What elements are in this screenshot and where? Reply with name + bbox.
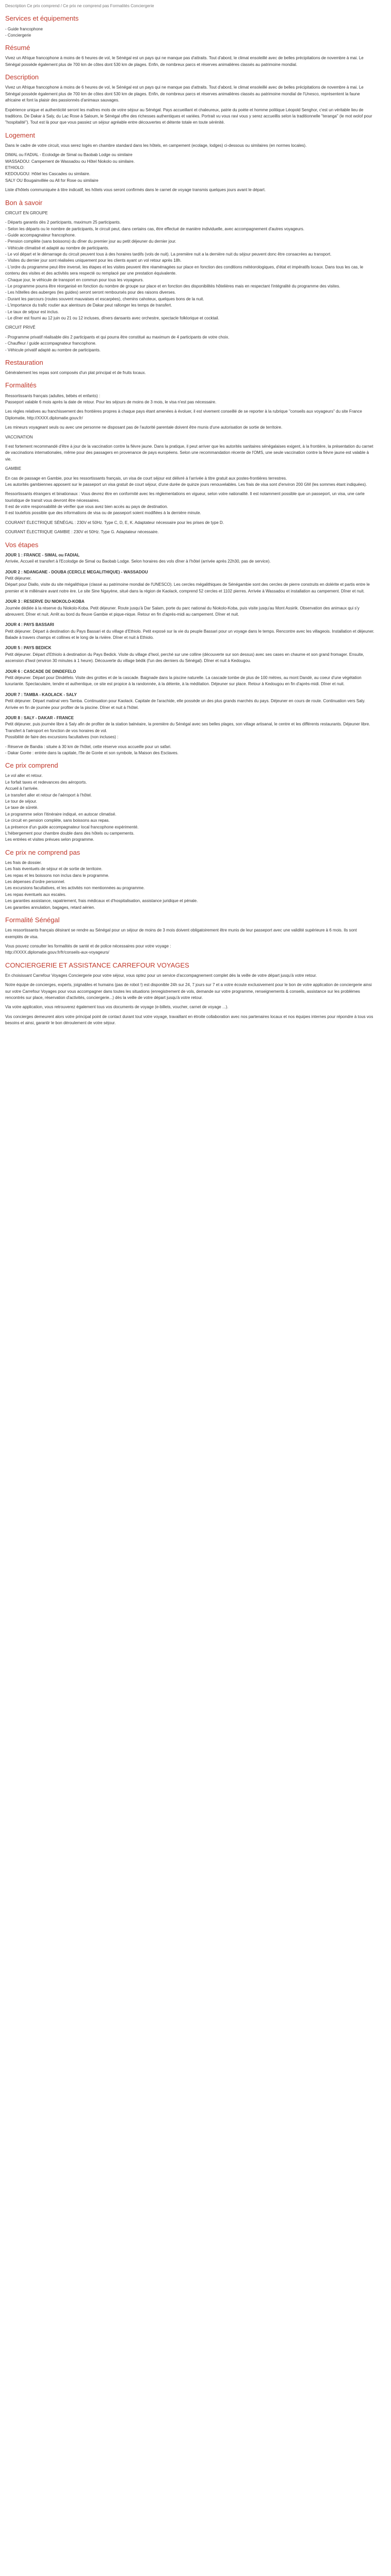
restauration-title: Restauration — [5, 358, 43, 366]
prix-ne-comprend-list — [5, 860, 376, 911]
services-title: Services et équipements — [5, 14, 79, 23]
circuit-groupe-subtitle: CIRCUIT EN GROUPE — [5, 210, 48, 215]
day-title: JOUR 4 : PAYS BASSARI — [5, 622, 54, 628]
paragraph: Ressortissants français (adultes, bébés et enfants) : Passeport valable 6 mois après la date de retour. Pour les séjours de moins de 3 mois, le visa n'est pas nécessaire. — [5, 393, 217, 404]
list-item: - L'importance du trafic routier aux alentours de Dakar peut rallonger les temps de transfert. — [5, 302, 376, 309]
resume-text: Vivez un Afrique francophone à moins de 6 heures de vol, le Sénégal est un pays qui ne manque pas d'attraits. Tout d'abord, le climat ensoleillé avec de belles précipitations de novembre à mai. Le Sénégal possède également plus de 700 km de côtes dont 530 km de plages. Enfin, de nombreux parcs et réserves animalières classés au patrimoine mondial. — [5, 56, 364, 67]
list-item: - Pension complète (sans boissons) du dîner du premier jour au petit déjeuner du dernier jour. — [5, 239, 376, 245]
list-item: - Programme privatif réalisable dès 2 participants et qui pourra être constitué au maximum de 4 participants de votre choix. — [5, 334, 376, 341]
day-text: Petit déjeuner, puis journée libre à Saly afin de profiter de la station balnéaire, la première du Sénégal avec ses belles plages, son village artisanal, le centre et les différents restaurants. Déjeuner libre. Transfert à l'aéroport en fonction de vos horaires de vol. Possibilité de faire des excursions facultatives (non incluses) : — [5, 722, 370, 740]
paragraph: Expérience unique et authenticité seront les maîtres mots de votre séjour au Sénégal. Pays accueillant et chaleureux, patrie du poète et homme politique Léopold Senghor, c'est un véritable lieu de traditions. De Dakar à Saly, du Lac Rose à Saloum, le Sénégal offre des richesses authentiques et variées. Portrait vu vous ravi vous y serez accueillis selon la traditionnelle "teranga" (le mot wolof pour "hospitalité"). Tout est là pour que vous passiez un séjour agréable entre découvertes et détente totale en toute sérénité. — [5, 107, 372, 125]
prix-comprend-title: Ce prix comprend — [5, 761, 58, 770]
day-item — [5, 715, 376, 756]
paragraph: En cas de passage en Gambie, pour les ressortissants français, un visa de court séjour est délivré à l'arrivée à titre gratuit aux postes-frontières terrestres. Les autorités gambiennes apposent sur le passeport un visa gratuit de court séjour, d'une durée de quinze jours renouvelables. Les frais de visa sont d'environ 200 GM (les sommes étant indiquées). — [5, 476, 367, 487]
day-title: JOUR 5 : PAYS BEDICK — [5, 646, 52, 651]
bon-savoir-title: Bon à savoir — [5, 198, 43, 207]
paragraph: VACCINATION — [5, 434, 33, 439]
prix-ne-comprend-title: Ce prix ne comprend pas — [5, 848, 80, 856]
paragraph: COURANT ÉLECTRIQUE SÉNÉGAL : 230V et 50Hz. Type C, D, E, K. Adaptateur nécessaire pour les prises de type D. — [5, 520, 224, 525]
list-item: Les garanties annulation, bagages, retard aérien. — [5, 905, 95, 910]
description-body — [5, 84, 376, 126]
day-item — [5, 692, 376, 711]
day-title: JOUR 7 : TAMBA - KAOLACK - SALY — [5, 692, 77, 697]
day-item — [5, 552, 376, 565]
list-item: - Départs garantis dès 2 participants, maximum 25 participants. — [5, 219, 376, 226]
day-text: Petit déjeuner. Départ matinal vers Tamba. Continuation pour Kaolack. Capitale de l'arachide, elle possède un des plus grands marchés du pays. Déjeuner en cours de route. Continuation vers Saly. Arrivée en fin de journée pour profiter de la piscine. Dîner et nuit à l'hôtel. — [5, 699, 366, 710]
list-item: - L'ordre du programme peut être inversé, les étapes et les visites peuvent être réaménagées sur place en fonction des conditions météorologiques, d'état et impératifs locaux. Dans tous les cas, le contenu des visites et des activités sera respecté ou remplacé par une prestation équivalente. — [5, 264, 376, 277]
prix-comprend-list — [5, 773, 376, 843]
list-item: - Véhicule climatisé et adapté au nombre de participants. — [5, 245, 376, 251]
list-item: Le vol aller et retour. — [5, 773, 43, 778]
paragraph: Vivez un Afrique francophone à moins de 6 heures de vol, le Sénégal est un pays qui ne manque pas d'attraits. Tout d'abord, le climat ensoleillé avec de belles précipitations de novembre à mai. Le Sénégal possède également plus de 700 km de côtes dont 530 km de plages. Enfin, de nombreux parcs et réserves animalières classés au patrimoine mondial de l'Unesco, représentent la faune africaine et font la plaisir des passionnés d'animaux sauvages. — [5, 85, 364, 103]
day-title: JOUR 3 : RESERVE DU NIOKOLO-KOBA — [5, 599, 85, 604]
list-item: Les frais éventuels de séjour et de sortie de territoire. — [5, 867, 103, 872]
list-item: - Le programme pourra être réorganisé en fonction du nombre de groupe sur place et en fonction des disponibilités hôtelières mais en respectant l'intégralité du programme des visites. — [5, 283, 376, 290]
bon-savoir-list — [5, 219, 376, 321]
day-text: Petit déjeuner. Départ pour Diallo, visite du site mégalithique (classé au patrimoine mondial de l'UNESCO). Les cercles mégalithiques de Sénégambie sont des cercles de pierre construits en dolérite et partis entre le premier et le millénaire avant notre ère. Le site Sine Ngayène, situé dans la région de Kaolack, comprend 52 cercles et 1102 pierres. Arrivée à Wassadou et installation au campement. Dîner et nuit. — [5, 575, 370, 594]
logement-body — [5, 143, 376, 194]
list-item: - Le taux de séjour est inclus. — [5, 309, 376, 315]
paragraph: Les mineurs voyageant seuls ou avec une personne ne disposant pas de l'autorité parentale doivent être munis d'une autorisation de sortie de territoire. — [5, 425, 283, 430]
breadcrumb: Description Ce prix comprend / Ce prix ne comprend pas Formalités Conciergerie — [5, 4, 154, 8]
list-item: Le tour de séjour. — [5, 799, 37, 804]
day-title: JOUR 6 : CASCADE DE DINDEFELO — [5, 669, 76, 674]
paragraph: DIMAL ou FADIAL - Ecolodge de Simal ou Baobab Lodge ou similaire WASSADOU: Campement de Wassadou ou Hôtel Niokolo ou similaire. ETHIOLO: KEDOUGOU: Hôtel les Cascades ou similaire. SALY OU Bougainvillée ou All for Rose ou similaire — [5, 152, 135, 183]
circuit-prive-list — [5, 334, 376, 353]
paragraph: GAMBIE — [5, 466, 22, 471]
list-item: La présence d'un guide accompagnateur local francophone expérimenté. — [5, 824, 139, 829]
list-item: Le forfait taxes et redevances des aéroports. — [5, 779, 87, 785]
day-item — [5, 569, 376, 595]
formalites-body — [5, 393, 376, 536]
list-item: - Les hôtelles des auberges (les guides) seront seront remboursés pour des raisons diverses. — [5, 290, 376, 296]
paragraph: Il est fortement recommandé d'être à jour de la vaccination contre la fièvre jaune. Dans la pratique, il peut arriver que les autorités sanitaires sénégalaises exigent, à la frontière, la présentation du carnet de vaccinations internationales, même pour des passagers en provenance de pays européens. Selon une recommandation récente de l'OMS, une seule vaccination contre la fièvre jaune est valable à vie. — [5, 444, 373, 462]
conciergerie-title: CONCIERGERIE ET ASSISTANCE CARREFOUR VOYAGES — [5, 961, 189, 969]
page — [0, 0, 381, 1040]
list-item: - Guide accompagnateur francophone. — [5, 232, 376, 239]
list-item: - Le dîner est fourni au 12 juin ou 21 ou 12 incluses, dîners dansants avec orchestre, spectacle folklorique et cocktail. — [5, 315, 376, 321]
list-item: Les repas éventuels aux escales. — [5, 892, 67, 897]
list-item: Le taxe de sûreté. — [5, 805, 39, 810]
paragraph: Dans le cadre de votre circuit, vous serez logés en chambre standard dans les hôtels, en campement (ecolage, lodges) ci-dessous ou similaires (en normes locales). — [5, 143, 307, 148]
day-text: Petit déjeuner. Départ à destination du Pays Bassari et du village d'Ethiolo. Petit exposé sur la vie du peuple Bassari pour un voyage dans le temps. Rencontre avec les villageois. Installation et déjeuner. Balade à travers champs et collines et le long de la rivière. Dîner et nuit à Ethiolo. — [5, 629, 374, 640]
day-item — [5, 599, 376, 618]
list-item: Les garanties assistance, rapatriement, frais médicaux et d'hospitalisation, assistance juridique et pénale. — [5, 899, 198, 904]
paragraph: Liste d'hôtels communiquée à titre indicatif, les hôtels vous seront confirmés dans le carnet de voyage transmis quelques jours avant le départ. — [5, 188, 266, 193]
formalite-senegal-title: Formalité Sénégal — [5, 916, 60, 924]
formalite-senegal-body — [5, 927, 376, 956]
day-title: JOUR 1 : FRANCE - SIMAL ou FADIAL — [5, 552, 80, 557]
list-item: - Chaque jour, le véhicule de transport en commun pour tous les voyageurs. — [5, 277, 376, 283]
day-title: JOUR 8 : SALY - DAKAR - FRANCE — [5, 715, 74, 720]
list-item: - Durant les parcours (routes souvent mauvaises et escarpées), chemins cahoteux, quelques bons de la nuit. — [5, 296, 376, 302]
day-item — [5, 622, 376, 641]
paragraph: Notre équipe de concierges, experts, joignables et humains (pas de robot !) est disponible 24h sur 24, 7 jours sur 7 et a votre écoute exclusivement pour le bon de votre application de conciergerie ainsi sur votre Carrefour Voyages pour vous accompagner dans toutes les situations (enregistrement de vols, demande sur votre programme, renseignements & conseils, assistance sur les problèmes rencontrés sur place, réservation d'activités, conciergerie...) dès la veille de votre départ jusqu'à votre retour. — [5, 982, 372, 1001]
paragraph: En choisissant Carrefour Voyages Conciergerie pour votre séjour, vous optez pour un service d'accompagnement complet dès la veille de votre départ jusqu'à votre retour. — [5, 973, 317, 978]
day-title: JOUR 2 : NDANGANE - DOUBA (CERCLE MEGALITHIQUE) - WASSADOU — [5, 569, 148, 574]
vos-etapes-body — [5, 552, 376, 757]
list-item: L'hébergement pour chambre double dans des hôtels ou campements. — [5, 831, 135, 836]
description-title: Description — [5, 73, 39, 81]
day-text: Journée dédiée à la réserve du Niokolo-Koba. Petit déjeuner. Route jusqu'à Dar Salam, porte du parc national du Niokolo-Koba, puis visite jusqu'au Mont Assirik. Observation des animaux qui s'y abreuvent. Dîner et nuit. Arrêt au bord du fleuve Gambie et pique-nique. Retour en fin d'après-midi au campement. Dîner et nuit. — [5, 605, 360, 617]
list-item: - Dakar Gorée : entrée dans la capitale, l'île de Gorée et son symbole, la Maison des Esclaves. — [5, 750, 376, 756]
list-item: Le transfert aller et retour de l'aéroport à l'hôtel. — [5, 792, 92, 798]
day-item — [5, 645, 376, 664]
paragraph: Les ressortissants français désirant se rendre au Sénégal pour un séjour de moins de 3 mois doivent obligatoirement être munis de leur passeport avec une validité supérieure à 6 mois. Ils sont exemptés de visa. — [5, 928, 357, 939]
circuit-prive-subtitle: CIRCUIT PRIVÉ — [5, 325, 36, 330]
list-item: Les dépenses d'ordre personnel. — [5, 879, 66, 885]
services-list — [5, 26, 376, 39]
list-item: - Le vol départ et le démarrage du circuit peuvent tous à des horaires tardifs (vols de nuit). La première nuit a la dernière nuit du séjour peuvent donc être consacrées au transport. — [5, 251, 376, 258]
paragraph: Les règles relatives au franchissement des frontières propres à chaque pays étant amenées à évoluer, il est vivement conseillé de se reporter à la rubrique "conseils aux voyageurs" du site France Diplomatie, http://XXXX.diplomatie.gouv.fr/ — [5, 409, 362, 420]
restauration-text: Généralement les repas sont composés d'un plat principal et de fruits locaux. — [5, 370, 146, 376]
paragraph: COURANT ÉLECTRIQUE GAMBIE : 230V et 50Hz. Type G. Adaptateur nécessaire. — [5, 530, 159, 535]
day-item — [5, 669, 376, 688]
day-text: Arrivée, Accueil et transfert à l'Ecolodge de Simal ou Baobab Lodge. Selon horaires des vols dîner à l'hôtel (arrivée après 22h30, pas de service). — [5, 559, 271, 564]
list-item: - Visites du dernier jour sont réalisées uniquement pour les clients ayant un vol retour après 18h. — [5, 258, 376, 264]
resume-title: Résumé — [5, 44, 30, 52]
list-item: Le programme selon l'itinéraire indiqué, en autocar climatisé. — [5, 811, 117, 817]
paragraph: Ressortissants étrangers et binationaux : Vous devrez être en conformité avec les réglementations en vigueur, selon votre nationalité. Il est notamment possible que un passeport, un visa, une carte touristique de transit vous devront être nécessaires. Il est de votre responsabilité de vérifier que vous avez bien accès au pays de destination. Il est toutefois possible que des informations de visa ou de passeport soient modifiées à la dernière minute. — [5, 492, 365, 516]
list-item: - Guide francophone — [5, 26, 376, 32]
conciergerie-body — [5, 973, 376, 1027]
list-item: Les frais de dossier. — [5, 860, 42, 865]
logement-title: Logement — [5, 131, 35, 139]
list-item: - Chauffeur / guide accompagnateur francophone. — [5, 341, 376, 347]
list-item: Accueil à l'arrivée. — [5, 786, 39, 791]
list-item: Les entrées et visites prévues selon programme. — [5, 837, 94, 842]
list-item: Les repas et les boissons non inclus dans le programme. — [5, 873, 109, 878]
paragraph: Via votre application, vous retrouverez également tous vos documents de voyage (e-billets, voucher, carnet de voyage ...). — [5, 1005, 229, 1010]
list-item: - Véhicule privatif adapté au nombre de participants. — [5, 347, 376, 353]
list-item: - Conciergerie — [5, 32, 376, 39]
vos-etapes-title: Vos étapes — [5, 540, 39, 549]
paragraph: Vous pouvez consulter les formalités de santé et de police nécessaires pour votre voyage : http://XXXX.diplomatie.gouv.fr/fr/conseils-aux-voyageurs/ — [5, 943, 171, 955]
list-item: Les excursions facultatives, et les activités non mentionnées au programme. — [5, 886, 145, 891]
day-text: Petit déjeuner. Départ pour Dindéfelo. Visite des grottes et de la cascade. Baignade dans la piscine naturelle. La cascade tombe de plus de 100 mètres, au mont Dandé, au coeur d'une végétation luxuriante. Spectaculaire, tendre et authentique, ce site est propice à la randonnée, à la détente, à la méditation. Déjeuner sur place. Retour à Kedougou en fin d'après-midi. Dîner et nuit. — [5, 675, 362, 687]
paragraph: Vos concierges demeurent alors votre principal point de contact durant tout votre voyage, travaillant en étroite collaboration avec nos partenaires locaux et nos équipes internes pour répondre à tous vos besoins et ainsi, garantir le bon déroulement de votre séjour. — [5, 1014, 373, 1026]
day-text: Petit déjeuner. Départ d'Ethiolo à destination du Pays Bedick. Visite du village d'Iwol, perché sur une colline (découverte sur son dessus) avec ses cases en chaume et son grand fromager. Ensuite, ascension d'Iwol (environ 30 minutes à 1 heure). Découverte du village bédik (l'un des derniers du Sénégal). Dîner et nuit à Kedougou. — [5, 652, 364, 664]
list-item: Le circuit en pension complète, sans boissons aux repas. — [5, 818, 110, 823]
formalites-title: Formalités — [5, 381, 37, 389]
list-item: - Réserve de Bandia : située à 30 km de l'hôtel, cette réserve vous accueille pour un safari. — [5, 744, 376, 750]
list-item: - Selon les départs ou le nombre de participants, le circuit peut, dans certains cas, être effectué de manière individuelle, avec accompagnement d'autres voyageurs. — [5, 226, 376, 232]
